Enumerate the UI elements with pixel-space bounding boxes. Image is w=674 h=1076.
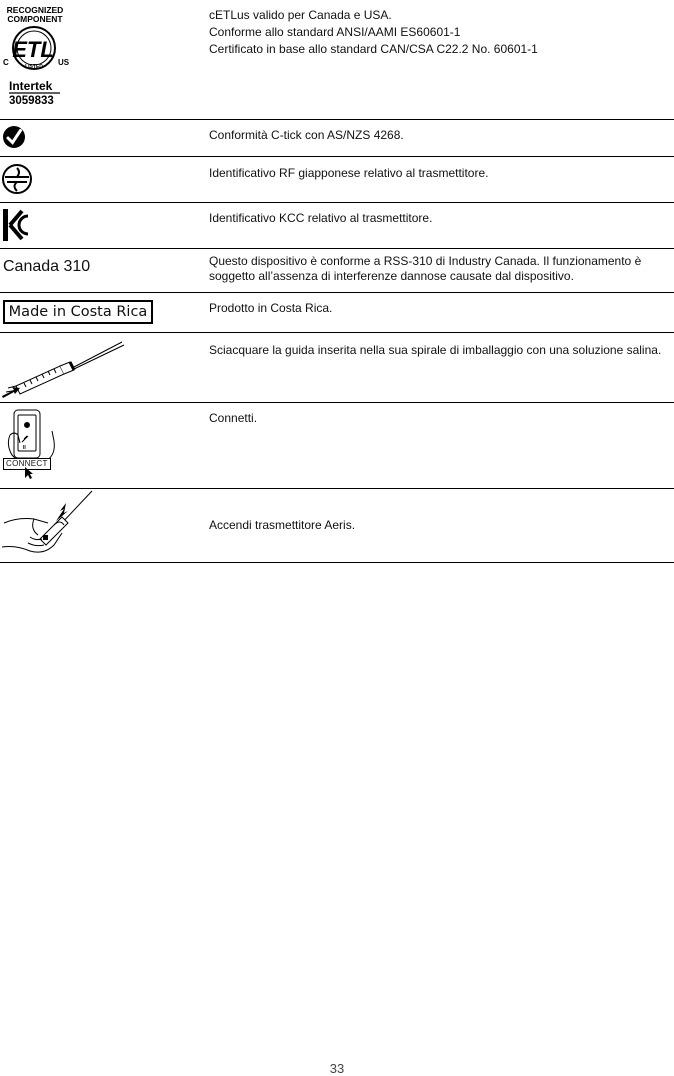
row-made-in [0, 293, 674, 333]
kcc-description: Identificativo KCC relativo al trasmettitore. [209, 211, 433, 225]
cursor-arrow-icon [24, 466, 34, 480]
etl-line-2: Conforme allo standard ANSI/AAMI ES60601-1 [209, 25, 461, 39]
etl-description [209, 7, 674, 58]
etl-us: US [58, 58, 70, 67]
page-number: 33 [329, 1061, 345, 1076]
etl-line-3: Certificato in base allo standard CAN/CSA C22.2 No. 60601-1 [209, 42, 538, 56]
row-canada [0, 249, 674, 293]
etl-recognized: RECOGNIZED [6, 5, 64, 15]
made-in-description: Prodotto in Costa Rica. [209, 301, 333, 315]
etl-logo-icon [0, 2, 80, 114]
japan-rf-icon [1, 163, 33, 195]
etl-letters: ETL [12, 37, 54, 62]
etl-c: C [3, 58, 9, 67]
row-rinse [0, 333, 674, 403]
svg-text:II: II [23, 445, 26, 451]
etl-intertek: Intertek [9, 79, 53, 93]
row-kcc [0, 203, 674, 249]
canada-310-label: Canada 310 [3, 258, 91, 275]
connect-description: Connetti. [209, 411, 258, 425]
canada-line-2: soggetto all’assenza di interferenze dannose causate dal dispositivo. [209, 269, 574, 283]
connect-label: CONNECT [3, 458, 51, 470]
syringe-rinse-icon [0, 336, 128, 400]
canada-line-1: Questo dispositivo è conforme a RSS-310 di Industry Canada. Il funzionamento è [209, 254, 642, 268]
c-tick-description: Conformità C-tick con AS/NZS 4268. [209, 128, 404, 142]
kcc-icon [2, 208, 30, 242]
etl-component: COMPONENT [7, 14, 63, 24]
row-connect [0, 403, 674, 489]
etl-mark [0, 0, 200, 119]
c-tick-icon [2, 124, 28, 150]
etl-listed: LISTED [25, 64, 43, 70]
row-power-on [0, 489, 674, 563]
transmitter-power-on-icon [0, 489, 96, 559]
canada-description [209, 254, 674, 284]
power-on-description: Accendi trasmettitore Aeris. [209, 518, 356, 532]
etl-number: 3059833 [9, 95, 54, 107]
row-etl [0, 0, 674, 120]
row-ctick [0, 120, 674, 157]
rf-description: Identificativo RF giapponese relativo al trasmettitore. [209, 166, 489, 180]
made-in-costa-rica-label: Made in Costa Rica [3, 300, 153, 324]
row-rf [0, 157, 674, 203]
etl-line-1: cETLus valido per Canada e USA. [209, 8, 392, 22]
rinse-description: Sciacquare la guida inserita nella sua spirale di imballaggio con una soluzione salina. [209, 343, 662, 357]
